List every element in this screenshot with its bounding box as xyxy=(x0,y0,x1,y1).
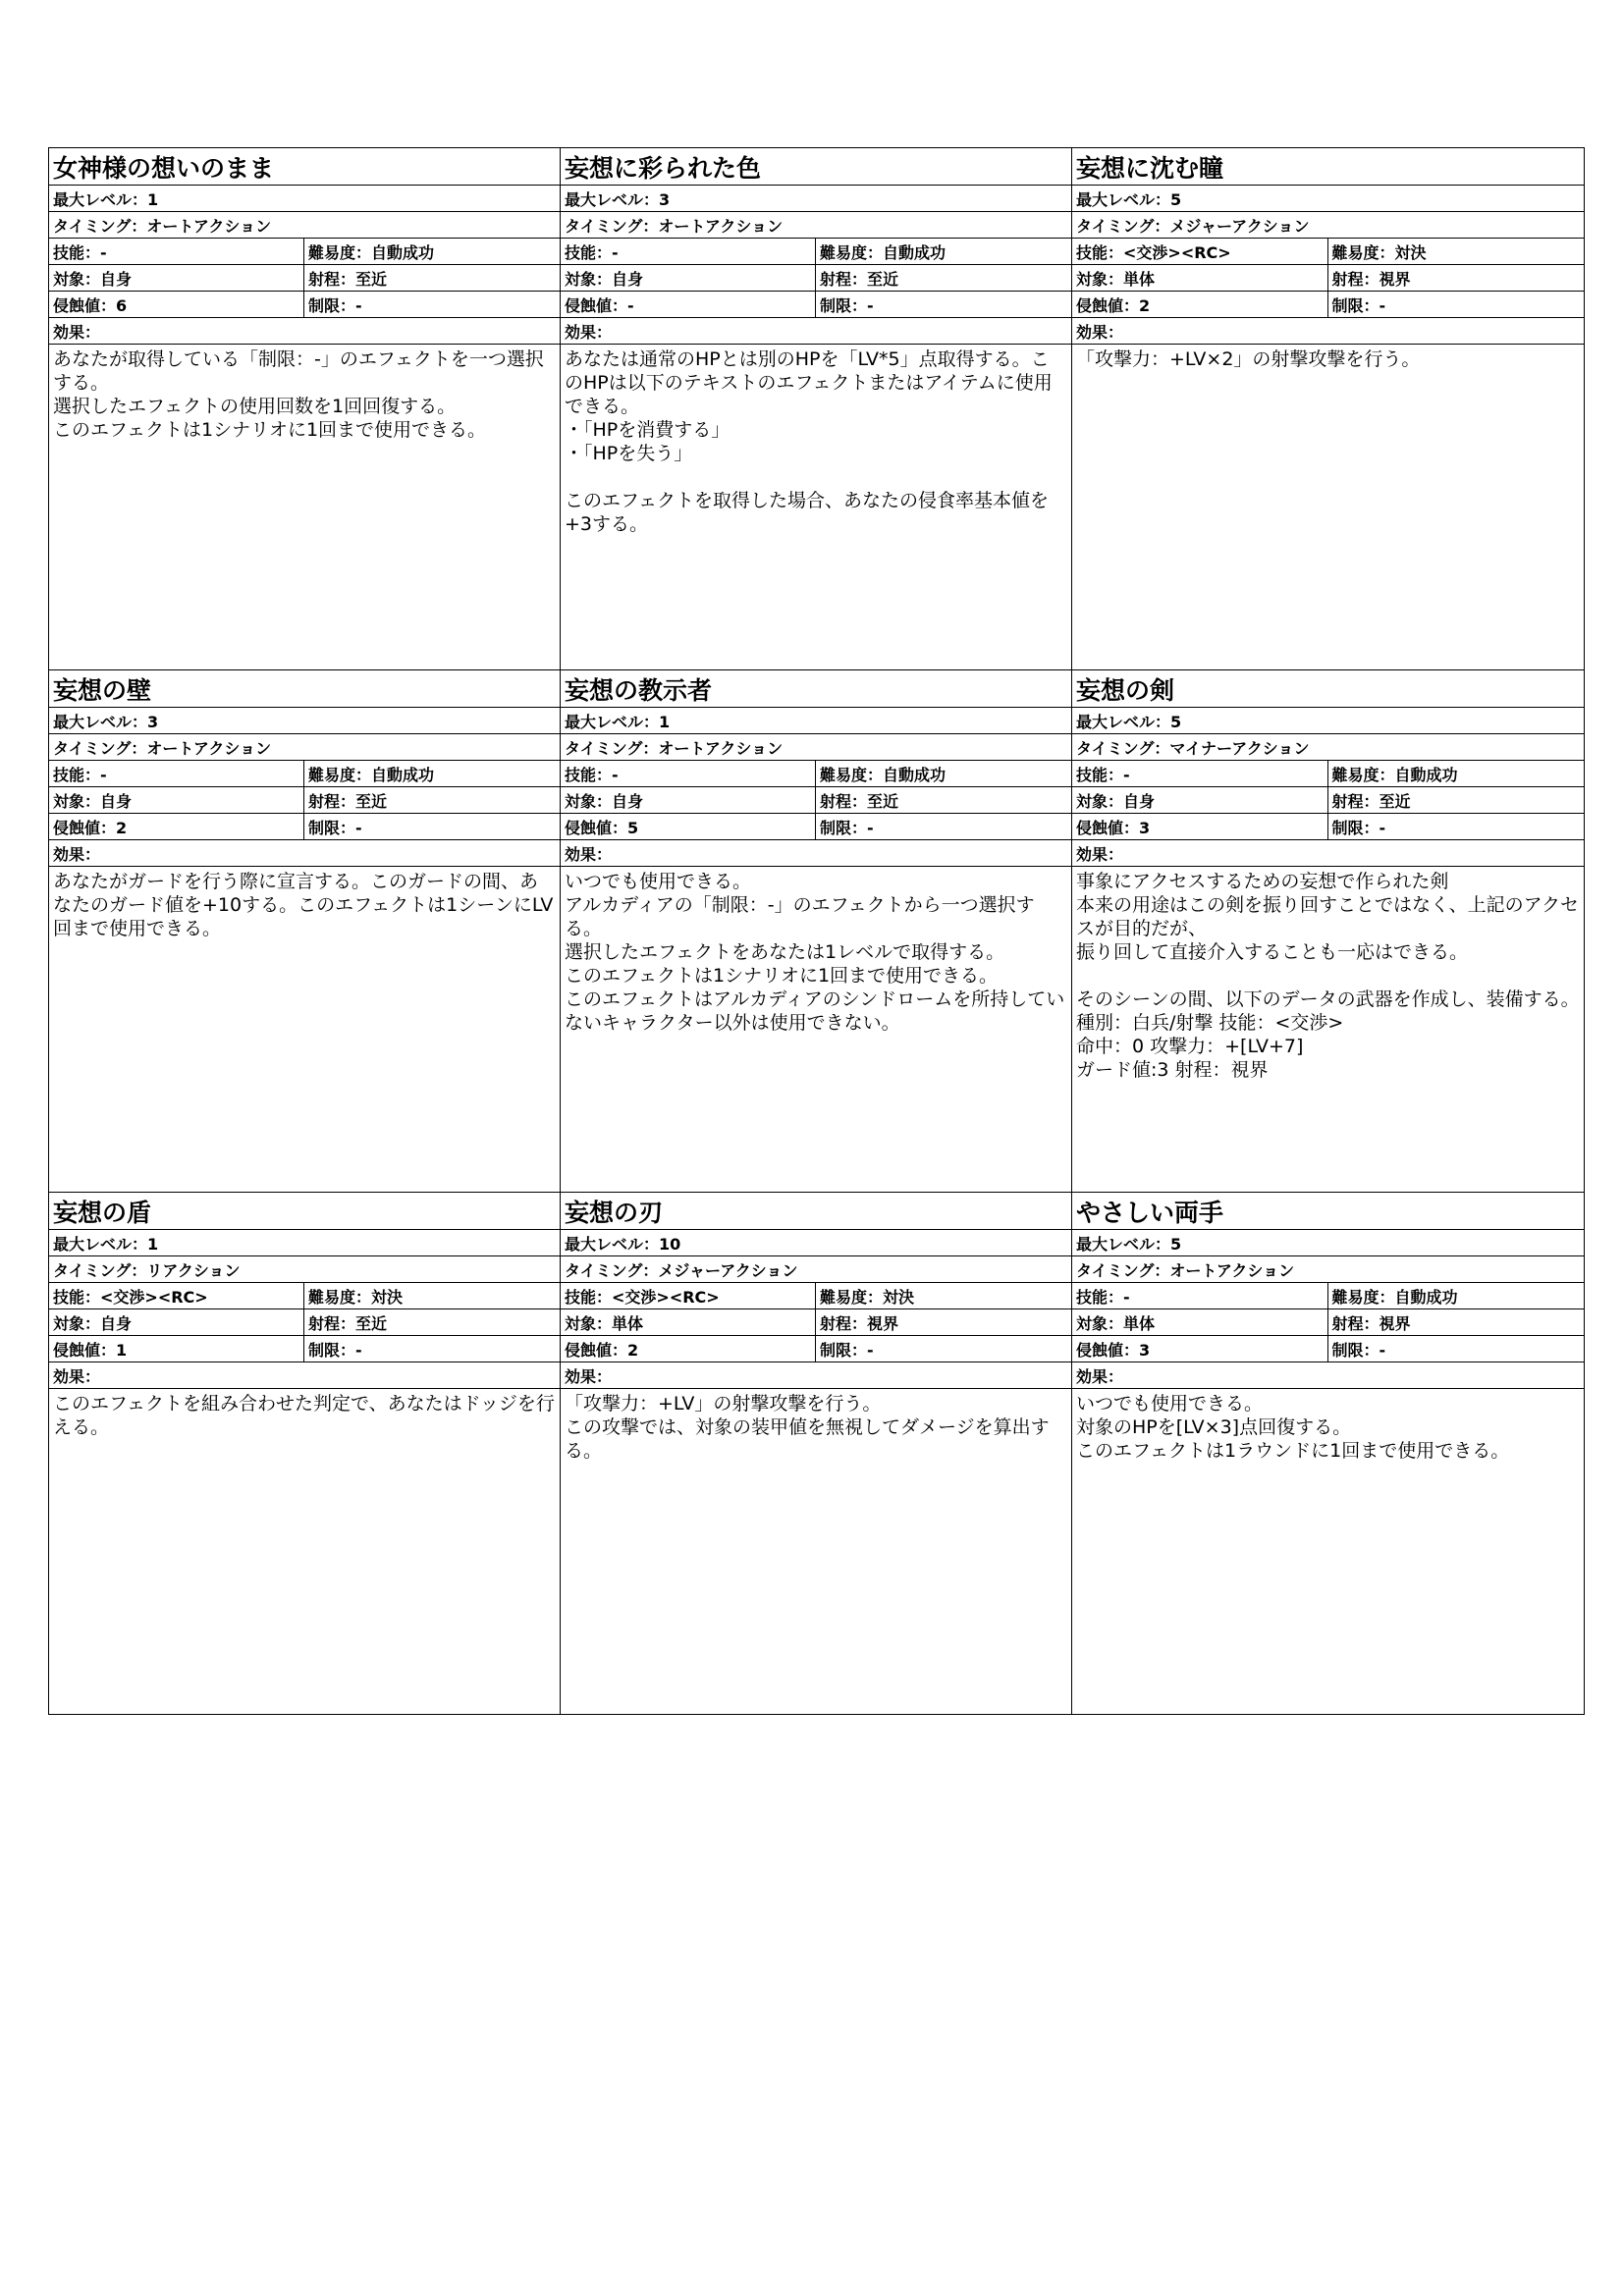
range: 射程：視界 xyxy=(820,1313,899,1333)
erosion-limit-row xyxy=(49,1336,560,1362)
effect-label: 効果： xyxy=(561,318,1071,345)
effect-name: 妄想に沈む瞳 xyxy=(1072,148,1584,186)
skill: 技能：- xyxy=(1072,1283,1328,1308)
timing: タイミング：リアクション xyxy=(49,1256,560,1283)
range: 射程：至近 xyxy=(1331,791,1411,811)
effect-label: 効果： xyxy=(49,1362,560,1389)
skill: 技能：- xyxy=(49,239,304,264)
target: 対象：自身 xyxy=(49,265,304,291)
max-level: 最大レベル：3 xyxy=(49,708,560,734)
effect-text: このエフェクトを組み合わせた判定で、あなたはドッジを行える。 xyxy=(53,1393,555,1438)
effect-label: 効果： xyxy=(561,1362,1071,1389)
limit: 制限：- xyxy=(308,818,362,837)
skill-difficulty-row xyxy=(561,761,1071,787)
limit: 制限：- xyxy=(308,1340,362,1360)
erosion-limit-row xyxy=(1072,1336,1584,1362)
max-level: 最大レベル：3 xyxy=(561,186,1071,212)
timing: タイミング：マイナーアクション xyxy=(1072,734,1584,761)
skill: 技能：- xyxy=(49,761,304,786)
limit: 制限：- xyxy=(308,295,362,315)
target-range-row xyxy=(1072,1309,1584,1336)
difficulty: 難易度：自動成功 xyxy=(308,242,435,262)
effect-text: いつでも使用できる。 対象のHPを[LV×3]点回復する。 このエフェクトは1ラウンドに1回まで使用できる。 xyxy=(1076,1393,1510,1462)
erosion-limit-row xyxy=(561,292,1071,318)
max-level: 最大レベル：1 xyxy=(49,186,560,212)
effect-name: 妄想に彩られた色 xyxy=(561,148,1071,186)
target-range-row xyxy=(49,265,560,292)
target-range-row xyxy=(49,787,560,814)
erosion: 侵蝕値：3 xyxy=(1072,1336,1328,1362)
skill-difficulty-row xyxy=(561,1283,1071,1309)
effect-card xyxy=(560,147,1072,670)
target-range-row xyxy=(49,1309,560,1336)
timing: タイミング：オートアクション xyxy=(49,212,560,239)
timing: タイミング：オートアクション xyxy=(561,734,1071,761)
skill: 技能：<交渉><RC> xyxy=(1072,239,1328,264)
range: 射程：至近 xyxy=(820,269,899,289)
effect-text: 「攻撃力：+LV×2」の射撃攻撃を行う。 xyxy=(1076,348,1421,370)
erosion: 侵蝕値：1 xyxy=(49,1336,304,1362)
difficulty: 難易度：自動成功 xyxy=(820,765,947,784)
limit: 制限：- xyxy=(1331,818,1386,837)
effect-text: あなたがガードを行う際に宣言する。このガードの間、あなたのガード値を+10する。このエフェクトは1シーンにLV回まで使用できる。 xyxy=(53,871,554,939)
effect-card xyxy=(48,147,561,670)
skill: 技能：- xyxy=(1072,761,1328,786)
range: 射程：至近 xyxy=(820,791,899,811)
skill: 技能：<交渉><RC> xyxy=(49,1283,304,1308)
effect-text: 「攻撃力：+LV」の射撃攻撃を行う。 この攻撃では、対象の装甲値を無視してダメージを算出する。 xyxy=(565,1393,1050,1462)
effect-text: あなたが取得している「制限：-」のエフェクトを一つ選択する。 選択したエフェクトの使用回数を1回回復する。 このエフェクトは1シナリオに1回まで使用できる。 xyxy=(53,348,544,441)
effect-label: 効果： xyxy=(49,318,560,345)
timing: タイミング：メジャーアクション xyxy=(561,1256,1071,1283)
range: 射程：視界 xyxy=(1331,1313,1411,1333)
effect-card xyxy=(560,1192,1072,1715)
effect-card xyxy=(48,1192,561,1715)
erosion: 侵蝕値：3 xyxy=(1072,814,1328,839)
range: 射程：至近 xyxy=(308,269,388,289)
effect-text: 事象にアクセスするための妄想で作られた剣 本来の用途はこの剣を振り回すことではなく、上記のアクセスが目的だが、 振り回して直接介入することも一応はできる。 そのシーンの間、以下のデータの武器を作成し、装備する。 種別：白兵/射撃 技能：<交渉> 命中：0 攻撃力：+[LV+7] ガード値:3 射程：視界 xyxy=(1076,871,1580,1081)
skill: 技能：<交渉><RC> xyxy=(561,1283,816,1308)
effect-label: 効果： xyxy=(49,840,560,867)
erosion: 侵蝕値：6 xyxy=(49,292,304,317)
effect-name: 妄想の壁 xyxy=(49,670,560,708)
erosion: 侵蝕値：2 xyxy=(1072,292,1328,317)
effect-label: 効果： xyxy=(1072,1362,1584,1389)
difficulty: 難易度：対決 xyxy=(308,1287,404,1307)
skill-difficulty-row xyxy=(1072,1283,1584,1309)
erosion-limit-row xyxy=(561,814,1071,840)
range: 射程：視界 xyxy=(1331,269,1411,289)
effect-name: 妄想の盾 xyxy=(49,1193,560,1230)
target-range-row xyxy=(1072,787,1584,814)
effect-label: 効果： xyxy=(1072,840,1584,867)
max-level: 最大レベル：5 xyxy=(1072,186,1584,212)
effect-card xyxy=(48,669,561,1193)
difficulty: 難易度：自動成功 xyxy=(1331,765,1458,784)
max-level: 最大レベル：1 xyxy=(561,708,1071,734)
erosion-limit-row xyxy=(49,814,560,840)
max-level: 最大レベル：5 xyxy=(1072,1230,1584,1256)
max-level: 最大レベル：10 xyxy=(561,1230,1071,1256)
target-range-row xyxy=(1072,265,1584,292)
effect-text: あなたは通常のHPとは別のHPを「LV*5」点取得する。このHPは以下のテキストのエフェクトまたはアイテムに使用できる。 ・「HPを消費する」 ・「HPを失う」 このエフェクトを取得した場合、あなたの侵食率基本値を+3する。 xyxy=(565,348,1053,535)
target: 対象：自身 xyxy=(561,787,816,813)
effect-card xyxy=(1071,147,1585,670)
effect-label: 効果： xyxy=(561,840,1071,867)
effect-card xyxy=(560,669,1072,1193)
limit: 制限：- xyxy=(820,295,874,315)
target: 対象：自身 xyxy=(561,265,816,291)
effect-name: 女神様の想いのまま xyxy=(49,148,560,186)
max-level: 最大レベル：5 xyxy=(1072,708,1584,734)
timing: タイミング：オートアクション xyxy=(49,734,560,761)
effect-label: 効果： xyxy=(1072,318,1584,345)
difficulty: 難易度：自動成功 xyxy=(1331,1287,1458,1307)
skill-difficulty-row xyxy=(1072,761,1584,787)
difficulty: 難易度：自動成功 xyxy=(308,765,435,784)
target: 対象：単体 xyxy=(1072,265,1328,291)
effect-text: いつでも使用できる。 アルカディアの「制限：-」のエフェクトから一つ選択する。 選択したエフェクトをあなたは1レベルで取得する。 このエフェクトは1シナリオに1回まで使用できる。 このエフェクトはアルカディアのシンドロームを所持していないキャラクター以外は使用できない。 xyxy=(565,871,1065,1034)
erosion: 侵蝕値：2 xyxy=(49,814,304,839)
effect-name: 妄想の教示者 xyxy=(561,670,1071,708)
effect-card xyxy=(1071,1192,1585,1715)
range: 射程：至近 xyxy=(308,791,388,811)
target-range-row xyxy=(561,1309,1071,1336)
limit: 制限：- xyxy=(820,818,874,837)
erosion-limit-row xyxy=(49,292,560,318)
target: 対象：単体 xyxy=(561,1309,816,1335)
timing: タイミング：オートアクション xyxy=(561,212,1071,239)
skill-difficulty-row xyxy=(49,761,560,787)
erosion-limit-row xyxy=(1072,292,1584,318)
skill: 技能：- xyxy=(561,239,816,264)
skill-difficulty-row xyxy=(1072,239,1584,265)
target-range-row xyxy=(561,787,1071,814)
erosion: 侵蝕値：- xyxy=(561,292,816,317)
target: 対象：自身 xyxy=(49,787,304,813)
effect-card-grid xyxy=(48,147,1584,1714)
target: 対象：自身 xyxy=(49,1309,304,1335)
erosion-limit-row xyxy=(561,1336,1071,1362)
erosion: 侵蝕値：5 xyxy=(561,814,816,839)
target: 対象：自身 xyxy=(1072,787,1328,813)
timing: タイミング：オートアクション xyxy=(1072,1256,1584,1283)
limit: 制限：- xyxy=(820,1340,874,1360)
difficulty: 難易度：自動成功 xyxy=(820,242,947,262)
skill-difficulty-row xyxy=(49,1283,560,1309)
effect-card xyxy=(1071,669,1585,1193)
difficulty: 難易度：対決 xyxy=(1331,242,1427,262)
limit: 制限：- xyxy=(1331,295,1386,315)
effect-name: 妄想の刃 xyxy=(561,1193,1071,1230)
target-range-row xyxy=(561,265,1071,292)
range: 射程：至近 xyxy=(308,1313,388,1333)
erosion: 侵蝕値：2 xyxy=(561,1336,816,1362)
effect-name: 妄想の剣 xyxy=(1072,670,1584,708)
timing: タイミング：メジャーアクション xyxy=(1072,212,1584,239)
skill-difficulty-row xyxy=(49,239,560,265)
erosion-limit-row xyxy=(1072,814,1584,840)
difficulty: 難易度：対決 xyxy=(820,1287,915,1307)
max-level: 最大レベル：1 xyxy=(49,1230,560,1256)
limit: 制限：- xyxy=(1331,1340,1386,1360)
skill: 技能：- xyxy=(561,761,816,786)
skill-difficulty-row xyxy=(561,239,1071,265)
target: 対象：単体 xyxy=(1072,1309,1328,1335)
effect-name: やさしい両手 xyxy=(1072,1193,1584,1230)
